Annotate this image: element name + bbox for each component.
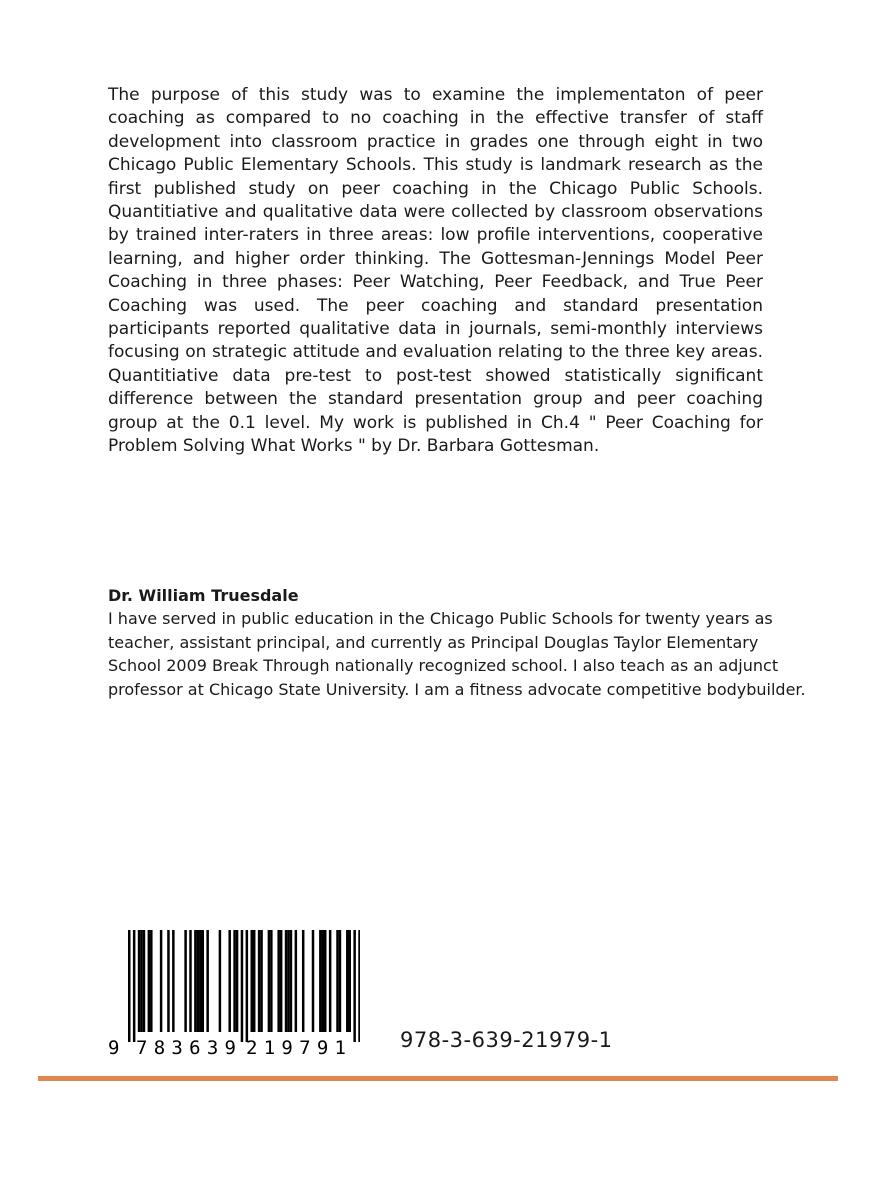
barcode-bar: [324, 930, 327, 1032]
barcode-bar: [287, 930, 290, 1032]
barcode-bar: [336, 930, 339, 1032]
barcode-bar: [138, 930, 141, 1032]
barcode-bar: [270, 930, 273, 1032]
barcode: [108, 928, 360, 1060]
barcode-right-digits: 219791: [246, 1037, 346, 1059]
barcode-bar: [143, 930, 146, 1032]
barcode-graphic: [108, 928, 360, 1060]
barcode-bar: [167, 930, 170, 1032]
barcode-bar: [339, 930, 342, 1032]
isbn-number: 978-3-639-21979-1: [400, 1028, 613, 1052]
barcode-bar: [233, 930, 236, 1032]
barcode-bar: [329, 930, 332, 1032]
barcode-bar: [277, 930, 280, 1032]
barcode-bar: [128, 930, 131, 1042]
barcode-bar: [268, 930, 271, 1032]
barcode-bar: [194, 930, 197, 1032]
barcode-bar: [349, 930, 352, 1032]
author-name: Dr. William Truesdale: [108, 586, 299, 605]
barcode-bar: [285, 930, 288, 1032]
barcode-left-digits: 783639: [136, 1037, 236, 1059]
barcode-bar: [251, 930, 254, 1032]
barcode-bar: [150, 930, 153, 1032]
barcode-bar: [199, 930, 202, 1032]
barcode-bar: [346, 930, 349, 1032]
author-bio: I have served in public education in the Chicago Public Schools for twenty years as teacher, assistant principal, and currently as Principal Douglas Taylor Elementary School 2009 Break Through nationally recognized school. I also teach as an adjunct professor at Chicago State University. I am a fitness advocate competitive bodybuilder.: [108, 609, 806, 699]
barcode-bar: [228, 930, 231, 1032]
barcode-bar: [290, 930, 293, 1032]
barcode-bar: [280, 930, 283, 1032]
barcode-bar: [189, 930, 192, 1032]
barcode-bar: [219, 930, 222, 1032]
barcode-bar: [302, 930, 305, 1032]
barcode-bar: [260, 930, 263, 1032]
barcode-bar: [319, 930, 322, 1032]
barcode-bar: [172, 930, 175, 1032]
barcode-bar: [322, 930, 325, 1032]
barcode-bar: [197, 930, 200, 1032]
barcode-lead-digit: 9: [108, 1037, 120, 1059]
barcode-bar: [160, 930, 163, 1032]
book-description: The purpose of this study was to examine the implementaton of peer coaching as compared to no coaching in the effective transfer of staff development into classroom practice in grades one through eight in two Chicago Public Elementary Schools. This study is landmark research as the first published study on peer coaching in the Chicago Public Schools. Quantitiative and qualitative data were collected by classroom observations by trained inter-raters in three areas: low profile interventions, cooperative learning, and higher order thinking. The Gottesman-Jennings Model Peer Coaching in three phases: Peer Watching, Peer Feedback, and True Peer Coaching was used. The peer coaching and standard presentation participants reported qualitative data in journals, semi-monthly interviews focusing on strategic attitude and evaluation relating to the three key areas. Quantitiative data pre-test to post-test showed statistically significant difference between the standard presentation group and peer coaching group at the 0.1 level. My work is published in Ch.4 " Peer Coaching for Problem Solving What Works " by Dr. Barbara Gottesman.: [108, 85, 763, 457]
barcode-bar: [241, 930, 244, 1042]
barcode-bar: [202, 930, 205, 1032]
barcode-bar: [133, 930, 136, 1042]
barcode-bar: [184, 930, 187, 1032]
footer-rule: [38, 1076, 838, 1081]
author-bio-section: [108, 584, 808, 701]
barcode-bar: [140, 930, 143, 1032]
barcode-bar: [206, 930, 209, 1032]
barcode-bar: [253, 930, 256, 1032]
barcode-bar: [295, 930, 298, 1032]
barcode-bar: [246, 930, 249, 1042]
barcode-bar: [353, 930, 356, 1042]
barcode-bar: [236, 930, 239, 1032]
barcode-bar: [258, 930, 261, 1032]
barcode-bar: [148, 930, 151, 1032]
barcode-bar: [312, 930, 315, 1032]
barcode-bar: [358, 930, 360, 1042]
